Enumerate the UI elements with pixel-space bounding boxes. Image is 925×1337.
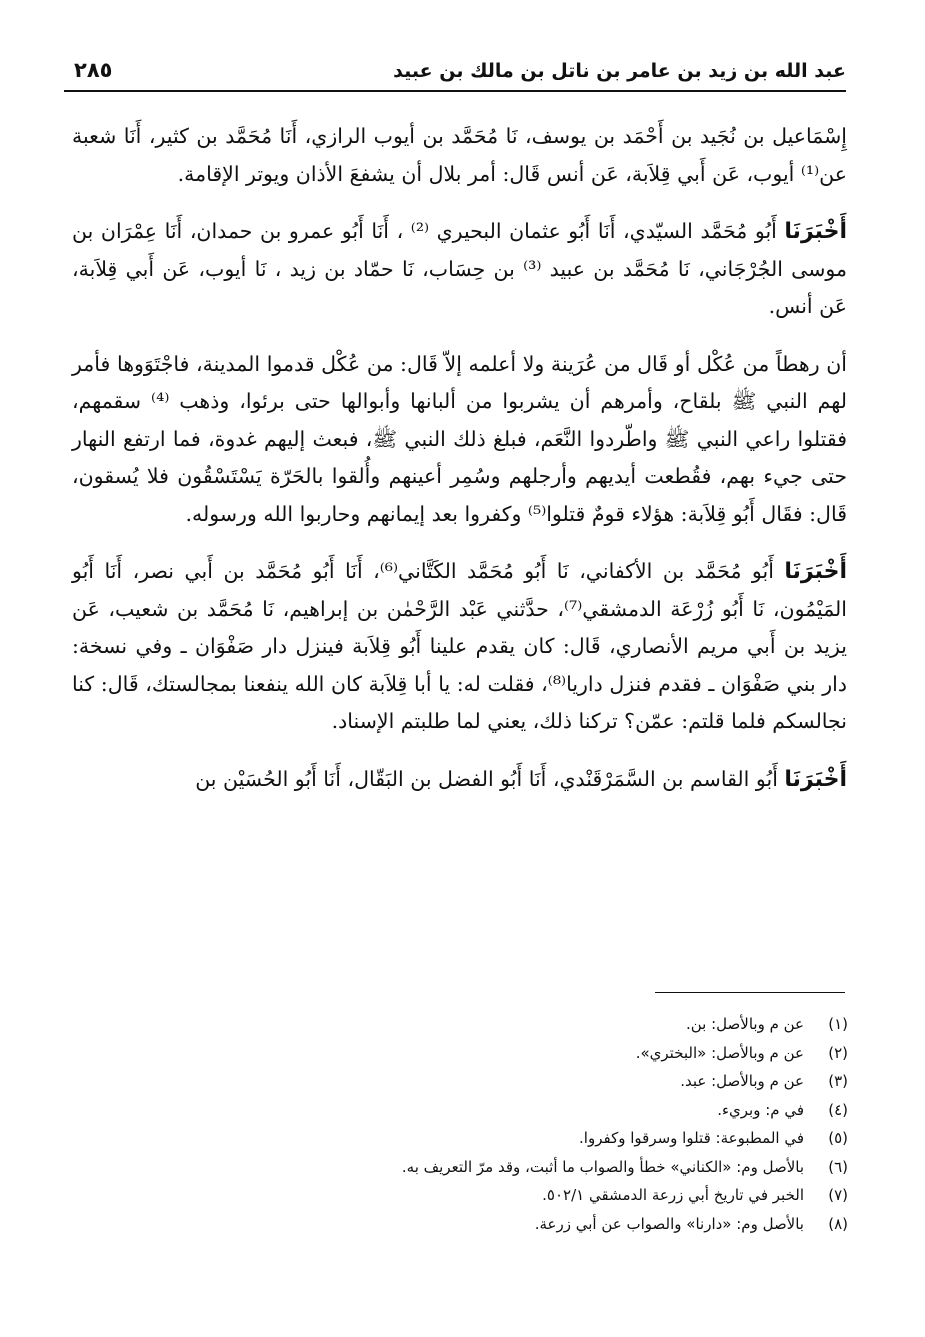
- footnote-number: (٣): [828, 1072, 848, 1090]
- footnote-number: (٧): [828, 1186, 848, 1204]
- paragraph-2-keyword: أَخْبَرَنَا: [784, 219, 848, 244]
- footnote: [150, 1096, 848, 1125]
- paragraph-2: [72, 213, 847, 326]
- main-text: [72, 118, 847, 818]
- footnote: [150, 1067, 848, 1096]
- paragraph-5-keyword: أَخْبَرَنَا: [784, 766, 847, 792]
- footnote-text: بالأصل وم: «دارنا» والصواب عن أبي زرعة.: [534, 1214, 804, 1233]
- footnote: [150, 1010, 848, 1039]
- paragraph-4-text: أَبُو مُحَمَّد بن الأكفاني، نَا أَبُو مُحَمَّد الكَتَّاني⁽⁶⁾، أَنَا أَبُو مُحَمَّد بن أَبي نصر، أَنَا أَبُو المَيْمُون، نَا أَبُو زُرْعَة الدمشقي⁽⁷⁾، حدَّثني عَبْد الرَّحْمٰن بن إبراهيم، نَا مُحَمَّد بن شعيب، عَن يزيد بن أَبي مريم الأنصاري، قَال: كان يقدم علينا أَبُو قِلاَبة فينزل دار صَفْوَان ـ وفي نسخة: دار بني صَفْوَان ـ فقدم فنزل داريا⁽⁸⁾، فقلت له: يا أبا قِلاَبة كان الله ينفعنا بمجالستك، قَال: كنا نجالسكم فلما قلتم: عمّن؟ تركنا ذلك، يعني لما طلبتم الإسناد.: [72, 559, 847, 733]
- paragraph-5: [72, 761, 847, 799]
- footnote-number: (٥): [828, 1129, 848, 1147]
- paragraph-3: [72, 346, 847, 534]
- footnote: [150, 1039, 848, 1068]
- paragraph-1-text: إِسْمَاعيل بن نُجَيد بن أَحْمَد بن يوسف، نَا مُحَمَّد بن أيوب الرازي، أَنَا مُحَمَّد بن كثير، أَنَا شعبة عن⁽¹⁾ أيوب، عَن أَبي قِلاَبة، عَن أنس قَال: أمر بلال أن يشفعَ الأذان ويوتر الإقامة.: [72, 124, 847, 186]
- running-title: عبد الله بن زيد بن عامر بن ناتل بن مالك بن عبيد: [393, 60, 846, 82]
- paragraph-5-text: أَبُو القاسم بن السَّمَرْقَنْدي، أَنَا أَبُو الفضل بن البَقّال، أَنَا أَبُو الحُسَيْن بن: [195, 766, 785, 791]
- footnote: [150, 1124, 848, 1153]
- footnotes: [150, 1010, 848, 1238]
- footnote-number: (٤): [828, 1100, 848, 1119]
- paragraph-1: [72, 118, 847, 193]
- page-header: [64, 56, 846, 92]
- footnote: [150, 1210, 848, 1239]
- footnote-text: عن م وبالأصل: بن.: [685, 1015, 804, 1033]
- page-number: ٢٨٥: [74, 58, 113, 82]
- footnote-number: (١): [828, 1015, 848, 1033]
- paragraph-4: [72, 553, 847, 741]
- footnote-text: في م: وبريء.: [717, 1100, 804, 1119]
- footnote: [150, 1181, 848, 1210]
- footnote-text: عن م وبالأصل: «البختري».: [635, 1043, 804, 1062]
- footnote-number: (٨): [828, 1214, 848, 1233]
- paragraph-3-text: أن رهطاً من عُكْل أو قَال من عُرَينة ولا أعلمه إلاّ قَال: من عُكْل قدموا المدينة، فاجْتَوَوها فأمر لهم النبي ﷺ بلقاح، وأمرهم أن يشربوا من ألبانها وأبوالها حتى برئوا، وذهب ⁽⁴⁾ سقمهم، فقتلوا راعي النبي ﷺ واطّردوا النَّعَم، فبلغ ذلك النبي ﷺ، فبعث إليهم غدوة، فما ارتفع النهار حتى جيء بهم، فقُطعت أيديهم وأرجلهم وسُمِر أعينهم وأُلقوا بالحَرّة يَسْتَسْقُون فلا يُسقون، قَال: فقَال أَبُو قِلاَبة: هؤلاء قومٌ قتلوا⁽⁵⁾ وكفروا بعد إيمانهم وحاربوا الله ورسوله.: [72, 351, 847, 526]
- footnote-number: (٦): [828, 1157, 848, 1176]
- footnote-text: الخبر في تاريخ أبي زرعة الدمشقي ٥٠٢/١.: [542, 1186, 804, 1204]
- paragraph-2-text: أَبُو مُحَمَّد السيّدي، أَنَا أَبُو عثمان البحيري ⁽²⁾ ، أَنَا أَبُو عمرو بن حمدان، أَنَا عِمْرَان بن موسى الجُرْجَاني، نَا مُحَمَّد بن عبيد ⁽³⁾ بن حِسَاب، نَا حمّاد بن زيد ، نَا أيوب، عَن أَبي قِلاَبة، عَن أنس.: [72, 219, 847, 318]
- paragraph-4-keyword: أَخْبَرَنَا: [784, 559, 847, 584]
- footnote-text: في المطبوعة: قتلوا وسرقوا وكفروا.: [579, 1129, 804, 1147]
- footnote-text: عن م وبالأصل: عبد.: [680, 1072, 804, 1090]
- footnote-number: (٢): [828, 1043, 848, 1062]
- footnote: [150, 1153, 848, 1182]
- footnote-text: بالأصل وم: «الكناني» خطأ والصواب ما أثبت، وقد مرّ التعريف به.: [401, 1157, 804, 1176]
- footnote-separator: [655, 992, 845, 993]
